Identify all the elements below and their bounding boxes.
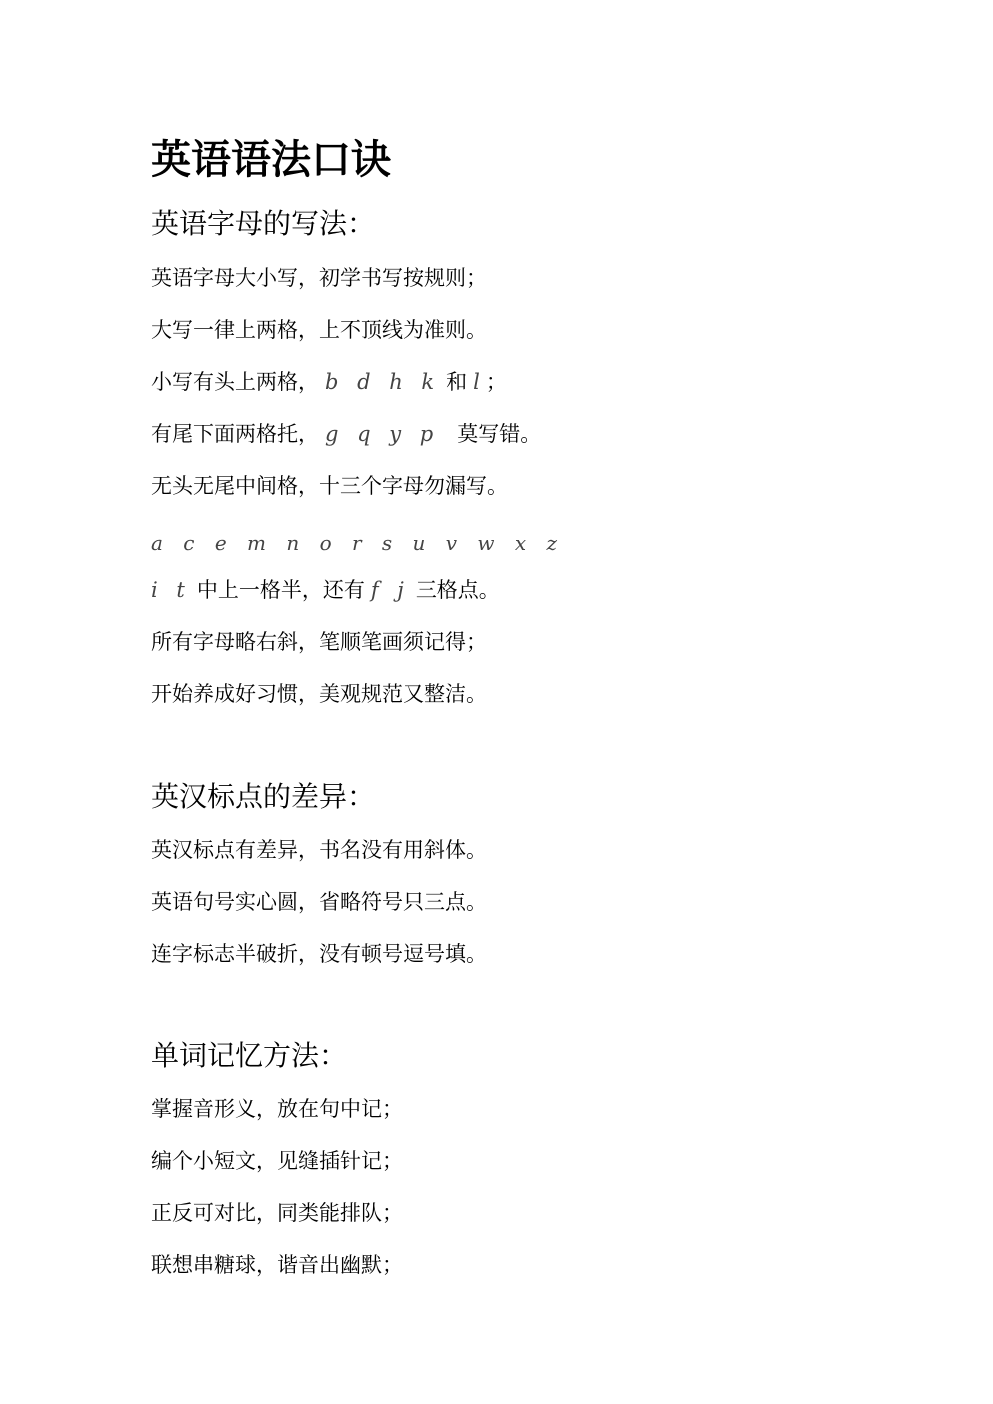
middle-letters-list: a c e m n o r s u v w x z [151,531,558,555]
section-heading-punctuation: 英汉标点的差异： [151,780,376,813]
text-line: 编个小短文，见缝插针记； [151,1149,403,1173]
text-line-tail-letters [151,421,541,447]
text-segment: 小写有头上两格， [151,370,319,394]
text-line: 联想串糖球，谐音出幽默； [151,1253,403,1277]
example-letters: l [473,370,486,394]
text-line: 掌握音形义，放在句中记； [151,1097,403,1121]
text-line: 正反可对比，同类能排队； [151,1201,403,1225]
text-line: 大写一律上两格，上不顶线为准则。 [151,318,487,342]
section-heading-letters: 英语字母的写法： [151,207,376,240]
example-letters: g q y p [325,422,440,446]
text-line: 英语字母大小写，初学书写按规则； [151,266,487,290]
text-line: 开始养成好习惯，美观规范又整洁。 [151,682,487,706]
text-segment: 和 [446,370,468,394]
text-line-head-letters [151,369,507,395]
text-segment: 中上一格半，还有 [196,578,365,602]
text-line: 连字标志半破折，没有顿号逗号填。 [151,942,487,966]
example-letters: b d h k [325,370,441,394]
text-line: 所有字母略右斜，笔顺笔画须记得； [151,630,487,654]
text-segment: 莫写错。 [457,422,542,446]
text-line: 英语句号实心圆，省略符号只三点。 [151,890,487,914]
text-segment: 有尾下面两格托， [151,422,319,446]
text-segment: 三格点。 [415,578,500,602]
text-line: 英汉标点有差异，书名没有用斜体。 [151,838,487,862]
section-heading-vocabulary: 单词记忆方法： [151,1039,348,1072]
example-letters: i t [151,578,191,602]
document-title: 英语语法口诀 [151,137,391,183]
text-line-i-t-f-j [151,577,500,603]
text-segment: ； [485,370,507,394]
text-line: 无头无尾中间格，十三个字母勿漏写。 [151,474,508,498]
example-letters: f j [370,578,410,602]
